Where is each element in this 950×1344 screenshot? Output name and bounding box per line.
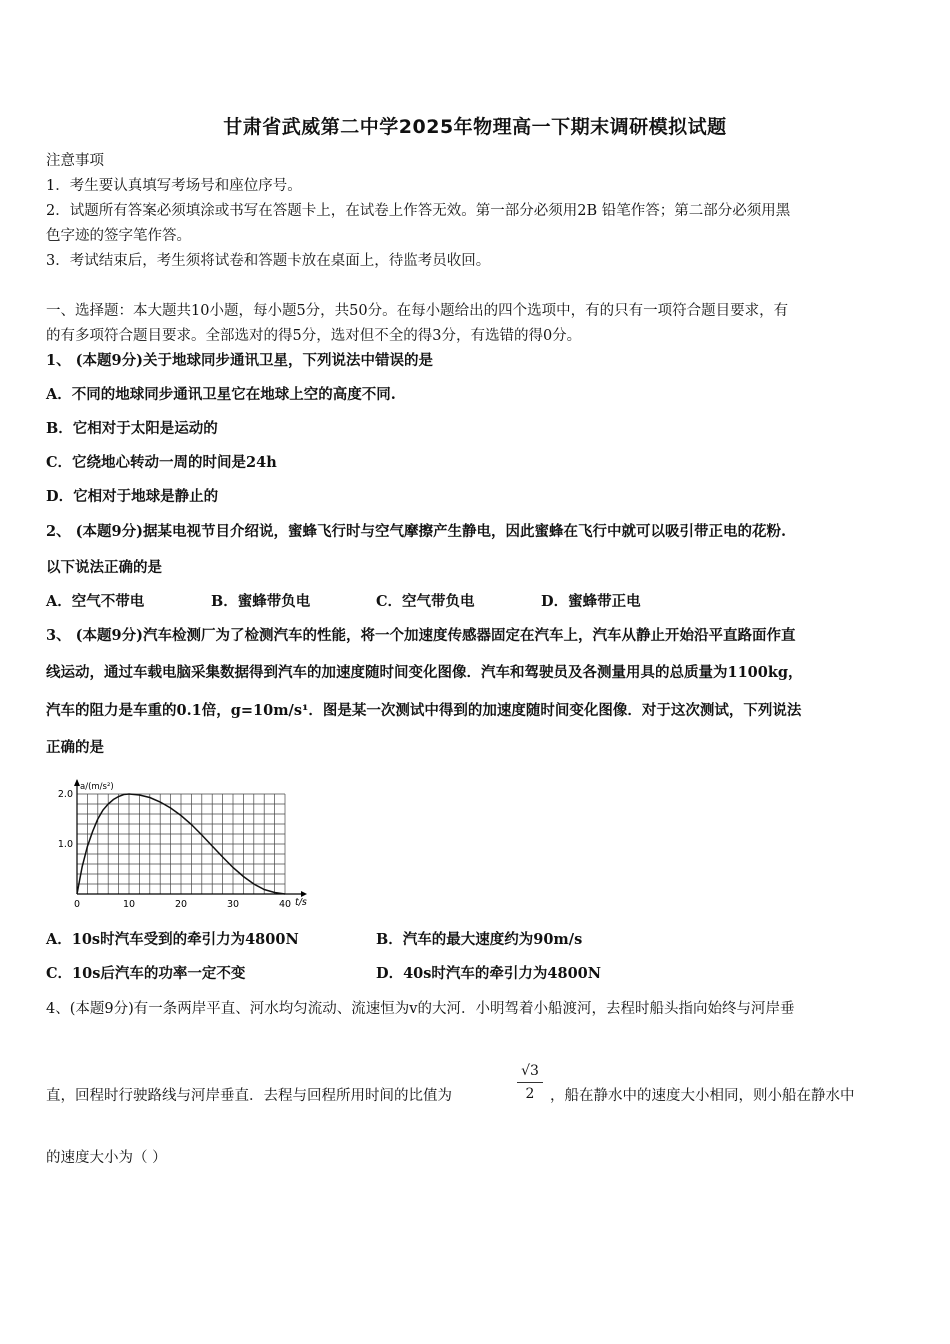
fraction-numerator: √3: [521, 1063, 539, 1079]
question-1-option-b: B．它相对于太阳是运动的: [46, 420, 218, 437]
acceleration-time-chart: [52, 772, 312, 916]
x-axis-label: t/s: [295, 897, 307, 908]
x-tick-label: 30: [226, 899, 240, 910]
question-3-option-d: D．40s时汽车的牵引力为4800N: [376, 965, 602, 982]
question-4-stem-line-1: 4、(本题9分)有一条两岸平直、河水均匀流动、流速恒为v的大河．小明驾着小船渡河，去程时船头指向始终与河岸垂: [46, 1001, 795, 1017]
fraction-sqrt3-over-2: [515, 1062, 545, 1103]
y-axis-label: a/(m/s²): [80, 782, 114, 792]
section-intro-line-1: 一、选择题：本大题共10小题，每小题5分，共50分。在每小题给出的四个选项中，有的只有一项符合题目要求，有: [46, 303, 789, 319]
x-tick-label: 20: [174, 899, 188, 910]
question-2-stem-line-1: 2、 (本题9分)据某电视节目介绍说，蜜蜂飞行时与空气摩擦产生静电，因此蜜蜂在飞行中就可以吸引带正电的花粉.: [46, 523, 786, 540]
notice-item-1: 1．考生要认真填写考场号和座位序号。: [46, 178, 302, 194]
question-1-option-d: D．它相对于地球是静止的: [46, 488, 219, 505]
x-tick-label: 10: [122, 899, 136, 910]
question-4-stem-line-3: 的速度大小为（ ）: [46, 1150, 167, 1166]
question-1-option-c: C．它绕地心转动一周的时间是24h: [46, 454, 277, 471]
question-3-option-b: B．汽车的最大速度约为90m/s: [376, 931, 583, 948]
notice-item-2-line-1: 2．试题所有答案必须填涂或书写在答题卡上，在试卷上作答无效。第一部分必须用2B 铅笔作答；第二部分必须用黑: [46, 203, 791, 219]
question-1-stem: 1、 (本题9分)关于地球同步通讯卫星，下列说法中错误的是: [46, 352, 433, 369]
question-2-option-c: C．空气带负电: [376, 593, 475, 610]
question-3-stem-line-4: 正确的是: [46, 739, 104, 756]
section-intro-line-2: 的有多项符合题目要求。全部选对的得5分，选对但不全的得3分，有选错的得0分。: [46, 328, 582, 344]
fraction-bar: [517, 1082, 543, 1083]
notice-heading: 注意事项: [46, 153, 104, 169]
question-2-stem-line-2: 以下说法正确的是: [46, 559, 162, 576]
question-2-option-b: B．蜜蜂带负电: [211, 593, 311, 610]
page-title: 甘肃省武威第二中学2025年物理高一下期末调研模拟试题: [223, 116, 727, 138]
chart-svg: [52, 772, 312, 912]
question-2-option-d: D．蜜蜂带正电: [541, 593, 641, 610]
question-4-stem-line-2b: ，船在静水中的速度大小相同，则小船在静水中: [550, 1088, 855, 1104]
question-3-stem-line-2: 线运动，通过车载电脑采集数据得到汽车的加速度随时间变化图像．汽车和驾驶员及各测量用具的总质量为1100kg，: [46, 664, 803, 681]
y-tick-label: 2.0: [57, 789, 73, 800]
notice-item-3: 3．考试结束后，考生须将试卷和答题卡放在桌面上，待监考员收回。: [46, 253, 491, 269]
question-1-option-a: A．不同的地球同步通讯卫星它在地球上空的高度不同.: [46, 386, 396, 403]
notice-item-2-line-2: 色字迹的签字笔作答。: [46, 228, 191, 244]
fraction-denominator: 2: [525, 1086, 535, 1102]
question-3-option-a: A．10s时汽车受到的牵引力为4800N: [46, 931, 299, 948]
question-2-option-a: A．空气不带电: [46, 593, 145, 610]
x-tick-label: 40: [278, 899, 292, 910]
question-3-option-c: C．10s后汽车的功率一定不变: [46, 965, 246, 982]
question-4-stem-line-2a: 直，回程时行驶路线与河岸垂直．去程与回程所用时间的比值为: [46, 1088, 452, 1104]
question-3-stem-line-3: 汽车的阻力是车重的0.1倍，g=10m/s¹．图是某一次测试中得到的加速度随时间变化图像．对于这次测试，下列说法: [46, 702, 802, 719]
x-tick-label: 0: [73, 899, 81, 910]
question-3-stem-line-1: 3、 (本题9分)汽车检测厂为了检测汽车的性能，将一个加速度传感器固定在汽车上，汽车从静止开始沿平直路面作直: [46, 627, 796, 644]
y-tick-label: 1.0: [57, 839, 73, 850]
